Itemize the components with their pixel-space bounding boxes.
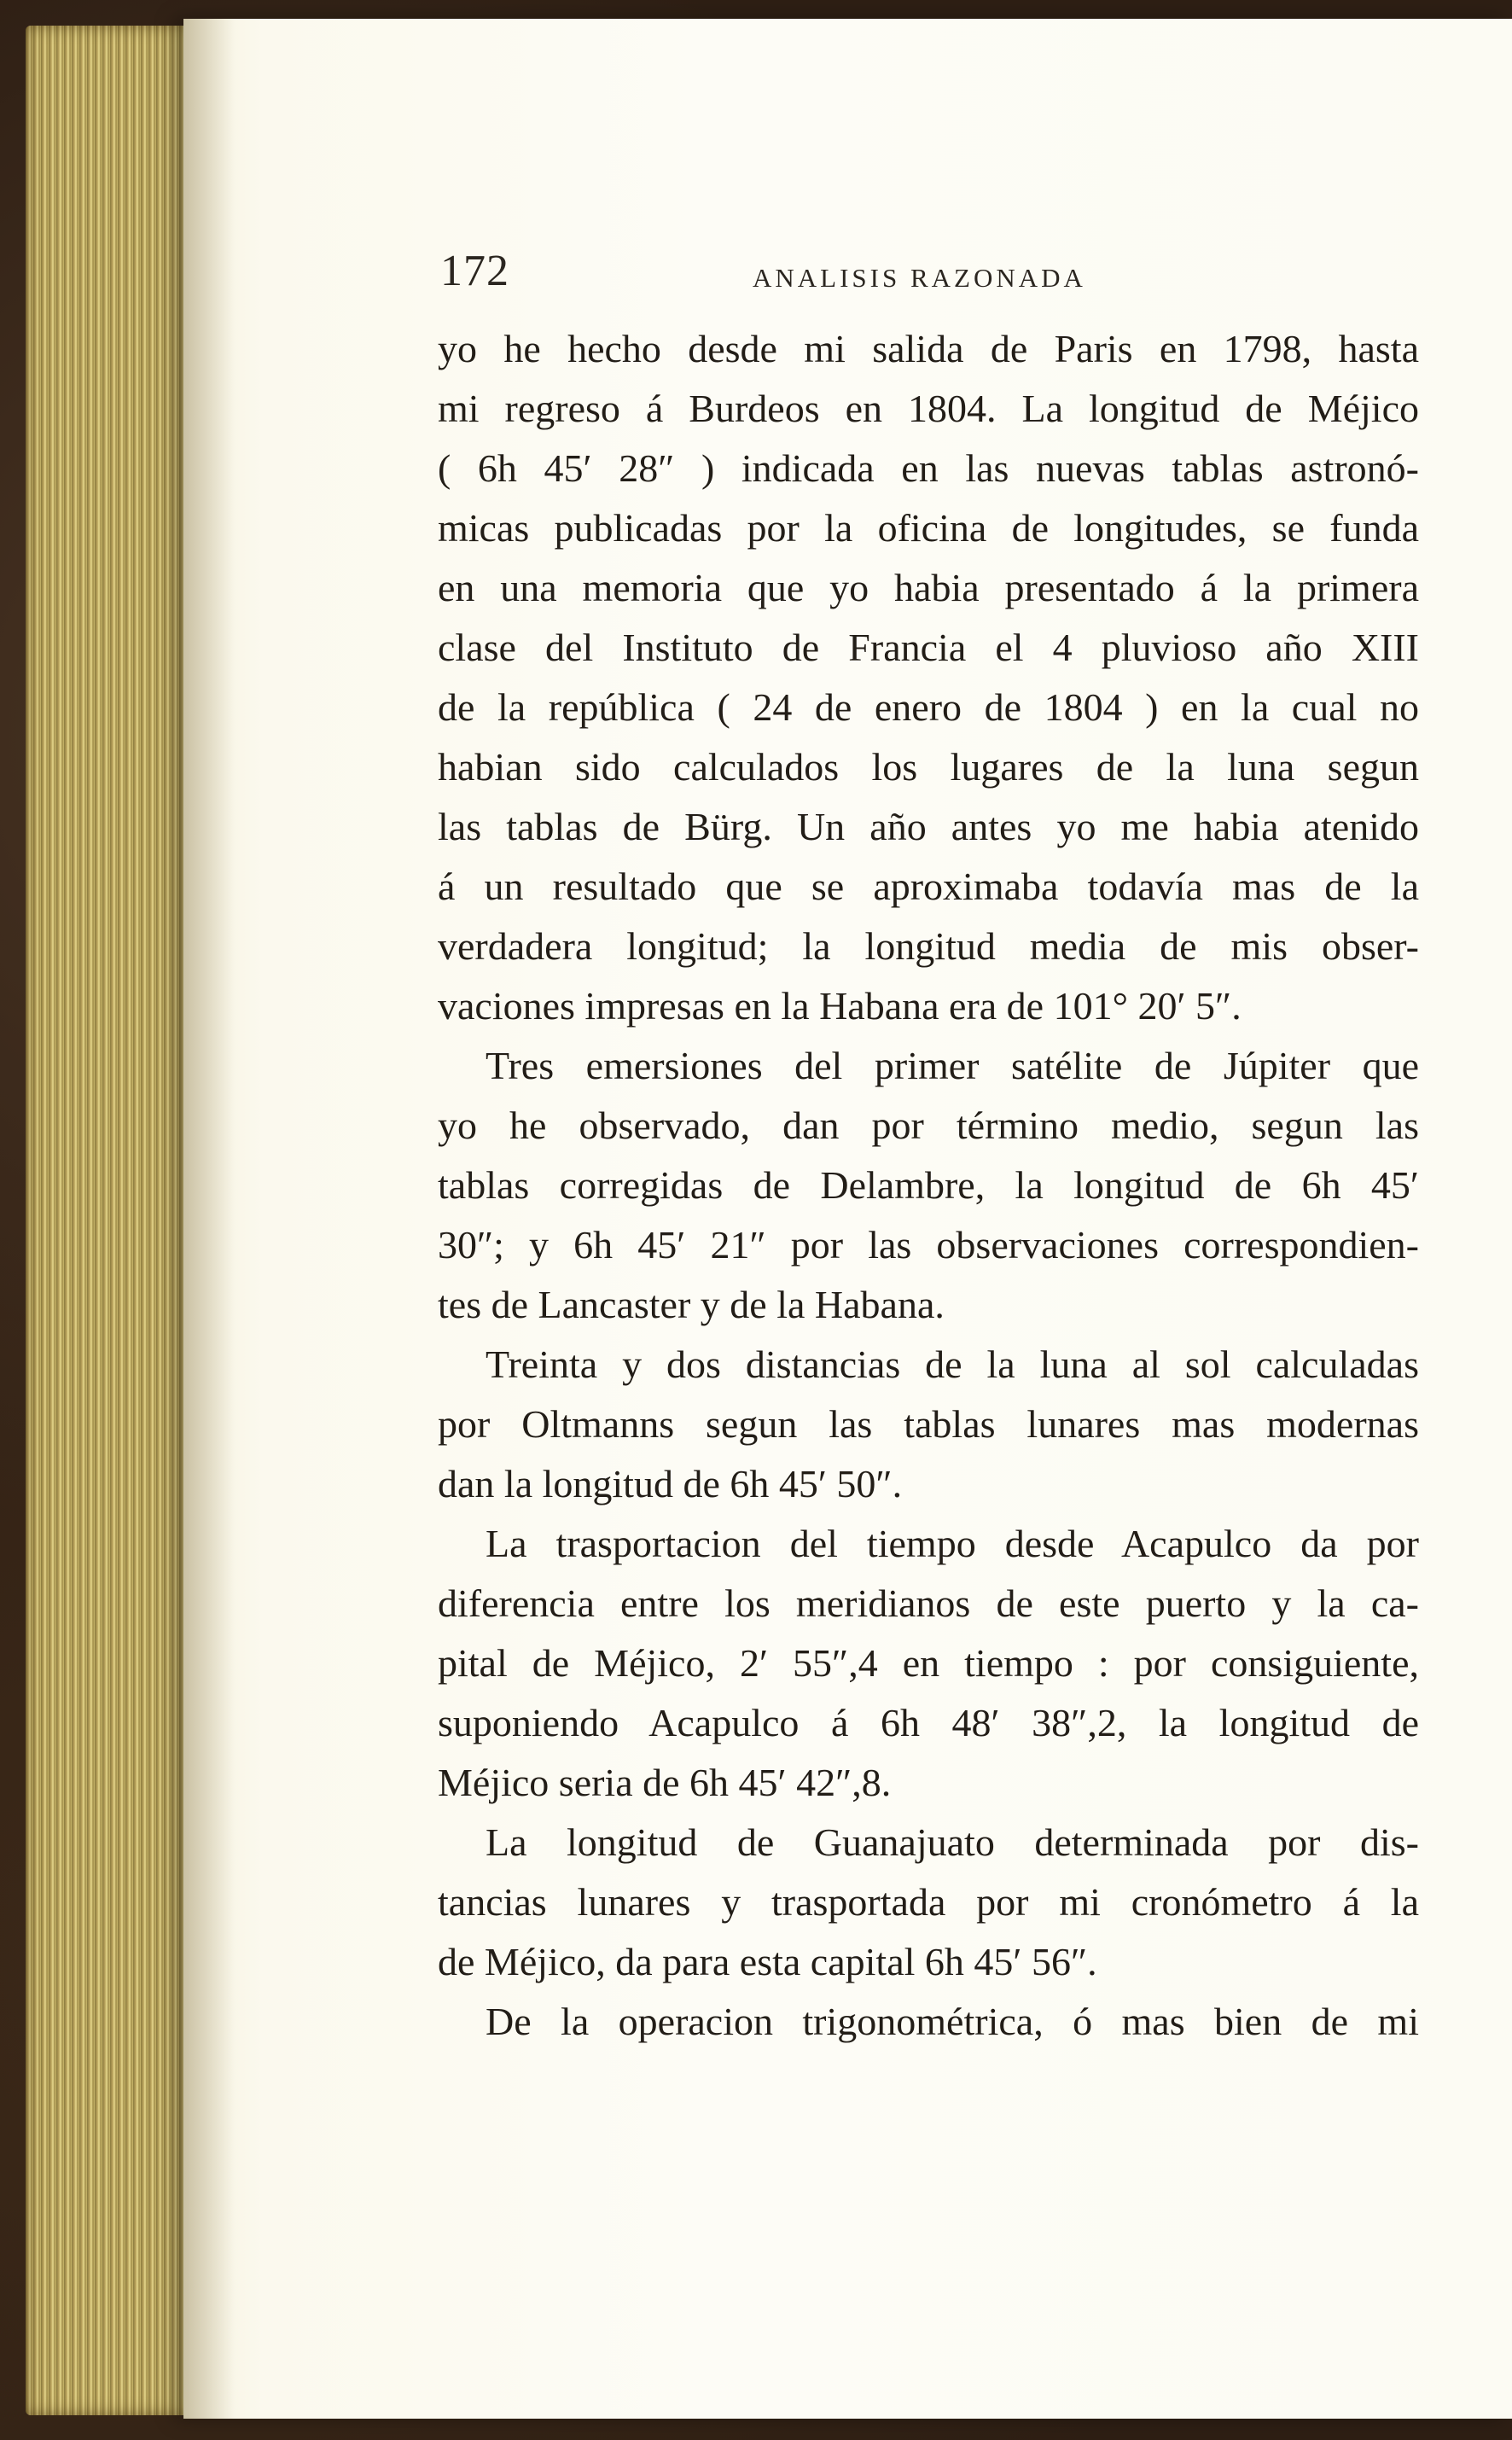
paragraph-3 [438,1335,1419,1514]
page-number: 172 [440,247,509,295]
text-line: La longitud de Guanajuato determinada por dis- [486,1820,1419,1864]
text-line: dan la longitud de 6h 45′ 50″. [438,1462,903,1505]
text-line: las tablas de Bürg. Un año antes yo me habia atenido [438,805,1419,848]
paragraph-1 [438,319,1419,1036]
paragraph-6 [438,1992,1419,2052]
gutter-shadow [183,19,235,2419]
paragraph-5 [438,1813,1419,1992]
text-line: tablas corregidas de Delambre, la longitud de 6h 45′ [438,1163,1419,1207]
text-line: habian sido calculados los lugares de la luna segun [438,745,1419,789]
page-edges [26,26,196,2415]
text-line: suponiendo Acapulco á 6h 48′ 38″,2, la longitud de [438,1701,1419,1744]
text-line: yo he observado, dan por término medio, segun las [438,1104,1419,1147]
text-line: mi regreso á Burdeos en 1804. La longitud de Méjico [438,387,1419,430]
page-header [440,246,1422,297]
running-title: ANALISIS RAZONADA [753,263,1086,293]
text-line: vaciones impresas en la Habana era de 101° 20′ 5″. [438,984,1242,1028]
text-line: Treinta y dos distancias de la luna al sol calculadas [486,1342,1419,1386]
text-line: clase del Instituto de Francia el 4 pluvioso año XIII [438,626,1419,669]
text-line: verdadera longitud; la longitud media de mis obser- [438,924,1419,968]
text-line: en una memoria que yo habia presentado á la primera [438,566,1419,609]
paragraph-4 [438,1514,1419,1813]
text-line: De la operacion trigonométrica, ó mas bien de mi [486,2000,1419,2043]
text-line: pital de Méjico, 2′ 55″,4 en tiempo : por consiguiente, [438,1641,1419,1685]
text-line: á un resultado que se aproximaba todavía mas de la [438,865,1419,908]
text-line: diferencia entre los meridianos de este puerto y la ca- [438,1581,1419,1625]
text-line: de la república ( 24 de enero de 1804 ) en la cual no [438,685,1419,729]
text-line: tancias lunares y trasportada por mi cronómetro á la [438,1880,1419,1924]
text-line: de Méjico, da para esta capital 6h 45′ 56″. [438,1940,1097,1983]
text-line: 30″; y 6h 45′ 21″ por las observaciones correspondien- [438,1223,1419,1267]
text-line: La trasportacion del tiempo desde Acapulco da por [486,1522,1419,1565]
text-line: Tres emersiones del primer satélite de Júpiter que [486,1044,1419,1087]
text-line: Méjico seria de 6h 45′ 42″,8. [438,1761,892,1804]
text-line: por Oltmanns segun las tablas lunares mas modernas [438,1402,1419,1446]
text-line: tes de Lancaster y de la Habana. [438,1283,945,1326]
body-text [438,319,1419,2052]
text-line: yo he hecho desde mi salida de Paris en 1798, hasta [438,327,1419,370]
text-line: ( 6h 45′ 28″ ) indicada en las nuevas tablas astronó- [438,446,1419,490]
text-line: micas publicadas por la oficina de longitudes, se funda [438,506,1419,550]
paragraph-2 [438,1036,1419,1335]
